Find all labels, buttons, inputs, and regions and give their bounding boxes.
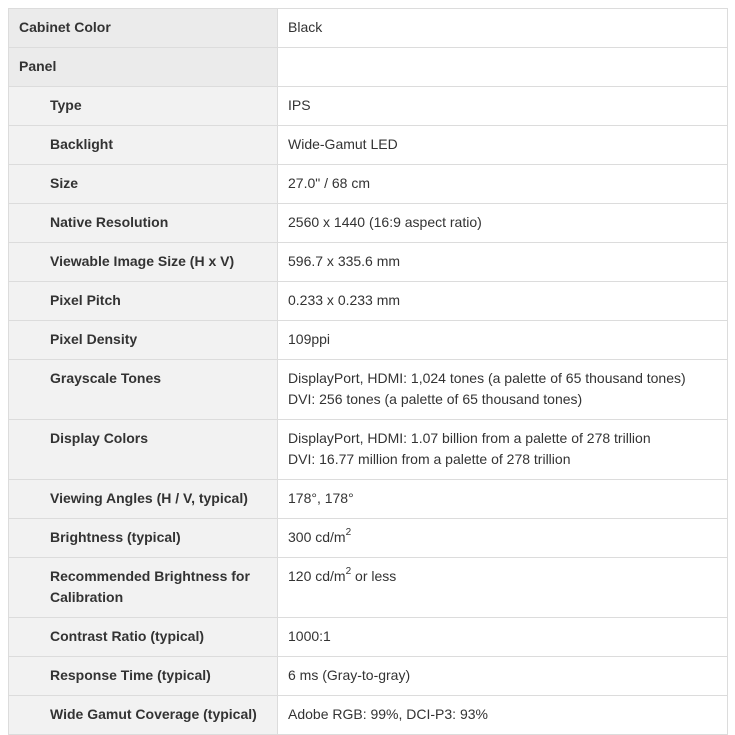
table-row — [9, 360, 728, 420]
row-value — [278, 519, 728, 558]
row-label: Brightness (typical) — [9, 519, 278, 558]
row-value: Black — [278, 9, 728, 48]
table-row — [9, 480, 728, 519]
row-label: Display Colors — [9, 420, 278, 480]
row-value: 0.233 x 0.233 mm — [278, 282, 728, 321]
row-value: 2560 x 1440 (16:9 aspect ratio) — [278, 204, 728, 243]
row-value: 596.7 x 335.6 mm — [278, 243, 728, 282]
row-value — [278, 558, 728, 618]
table-row — [9, 618, 728, 657]
value-line: DisplayPort, HDMI: 1,024 tones (a palette of 65 thousand tones) — [288, 370, 686, 386]
table-row — [9, 48, 728, 87]
row-label: Grayscale Tones — [9, 360, 278, 420]
value-line: DisplayPort, HDMI: 1.07 billion from a palette of 278 trillion — [288, 430, 651, 446]
row-label: Pixel Pitch — [9, 282, 278, 321]
row-value: 27.0" / 68 cm — [278, 165, 728, 204]
table-row — [9, 204, 728, 243]
row-label: Viewing Angles (H / V, typical) — [9, 480, 278, 519]
row-label: Native Resolution — [9, 204, 278, 243]
value-line: DVI: 16.77 million from a palette of 278 trillion — [288, 451, 571, 467]
row-value: 6 ms (Gray-to-gray) — [278, 657, 728, 696]
table-row — [9, 165, 728, 204]
value-tail: or less — [351, 568, 397, 584]
row-label: Type — [9, 87, 278, 126]
table-row — [9, 321, 728, 360]
row-label: Cabinet Color — [9, 9, 278, 48]
row-value: 1000:1 — [278, 618, 728, 657]
table-row — [9, 126, 728, 165]
row-value — [278, 48, 728, 87]
table-row — [9, 696, 728, 735]
row-value — [278, 360, 728, 420]
row-label: Recommended Brightness for Calibration — [9, 558, 278, 618]
row-label: Wide Gamut Coverage (typical) — [9, 696, 278, 735]
table-row — [9, 87, 728, 126]
row-label: Response Time (typical) — [9, 657, 278, 696]
value-text: 120 cd/m — [288, 568, 346, 584]
row-label: Size — [9, 165, 278, 204]
superscript: 2 — [345, 527, 352, 539]
value-text: 300 cd/m — [288, 529, 346, 545]
table-row — [9, 657, 728, 696]
row-value: Wide-Gamut LED — [278, 126, 728, 165]
table-row — [9, 243, 728, 282]
row-value — [278, 420, 728, 480]
specifications-table — [8, 8, 728, 735]
table-row — [9, 9, 728, 48]
table-row — [9, 420, 728, 480]
row-label: Backlight — [9, 126, 278, 165]
table-row — [9, 558, 728, 618]
table-row — [9, 519, 728, 558]
row-value: IPS — [278, 87, 728, 126]
row-label: Viewable Image Size (H x V) — [9, 243, 278, 282]
row-value: 109ppi — [278, 321, 728, 360]
section-label: Panel — [9, 48, 278, 87]
row-value: 178°, 178° — [278, 480, 728, 519]
row-label: Pixel Density — [9, 321, 278, 360]
row-value: Adobe RGB: 99%, DCI-P3: 93% — [278, 696, 728, 735]
superscript: 2 — [345, 566, 352, 578]
value-line: DVI: 256 tones (a palette of 65 thousand tones) — [288, 391, 583, 407]
table-row — [9, 282, 728, 321]
row-label: Contrast Ratio (typical) — [9, 618, 278, 657]
